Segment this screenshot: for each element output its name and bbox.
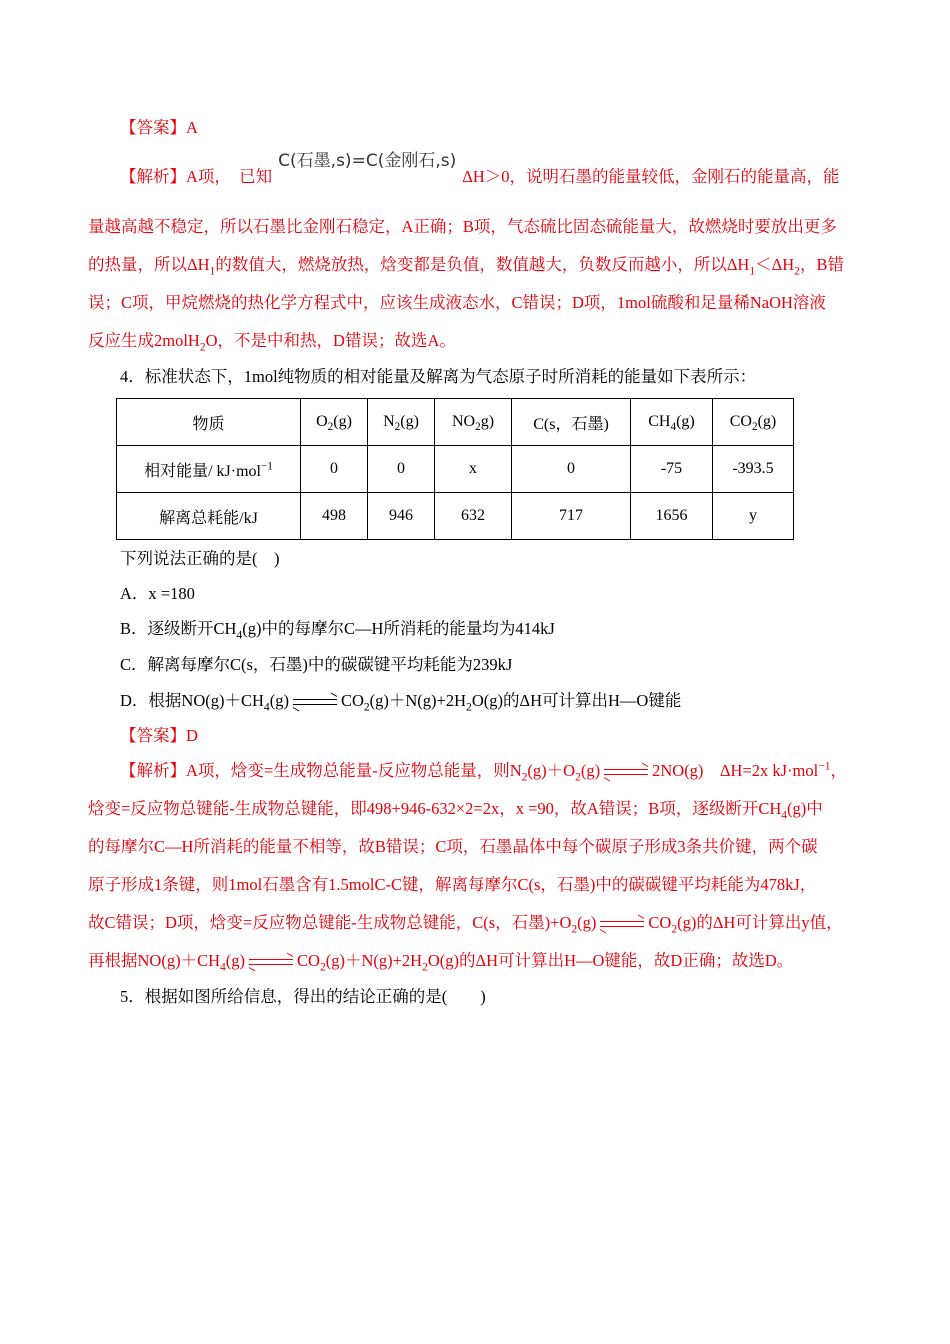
explanation-tag: 【解析】 — [120, 167, 186, 186]
graphite-diamond-formula: C(石墨,s)=C(金刚石,s) — [278, 151, 457, 171]
table-cell: -393.5 — [713, 446, 794, 493]
table-cell: $CO_2(g)$ — [713, 399, 794, 446]
explanation-2-line-5: 故C错误；D项，焓变=反应物总键能-生成物总键能，C(s，石墨)$+O_2(g)$ $CO_2(g)$的ΔH可计算出y值， — [88, 913, 843, 936]
explanation-1-line-5: 反应生成2molH$_2$O，不是中和热，D错误；故选A。 — [88, 331, 456, 354]
explanation-1-line-2: 量越高越不稳定，所以石墨比金刚石稳定，A正确；B项，气态硫比固态硫能量大，故燃烧时要放出更多 — [88, 217, 837, 236]
answer-1 — [120, 117, 198, 139]
table-row — [117, 446, 794, 493]
option-d: D．根据$NO(g)+CH_4(g)$ $CO_2(g)+N(g)+2H_2O(g)$的ΔH可计算出H—O键能 — [120, 691, 682, 714]
answer-value: D — [186, 726, 198, 745]
answer-2 — [120, 725, 198, 747]
question-5-stem: 5．根据如图所给信息，得出的结论正确的是( ) — [120, 987, 486, 1006]
explanation-1-line-1 — [120, 151, 840, 188]
equilibrium-arrow-icon — [600, 919, 644, 929]
table-cell: 1656 — [631, 493, 713, 540]
table-cell: 632 — [435, 493, 512, 540]
explanation-text: A项， 已知 — [186, 167, 273, 186]
option-a: A．x =180 — [120, 584, 195, 603]
explanation-2-line-2: 焓变=反应物总键能-生成物总键能，即498+946-632×2=2x，x =90，故A错误；B项，逐级断开$CH_4(g)$中 — [88, 799, 823, 822]
table-cell: 717 — [512, 493, 631, 540]
table-cell: -75 — [631, 446, 713, 493]
table-cell: 498 — [301, 493, 368, 540]
question-4-prompt: 下列说法正确的是( ) — [120, 549, 280, 568]
answer-tag: 【答案】 — [120, 726, 186, 745]
answer-tag: 【答案】 — [120, 118, 186, 137]
table-cell: $NO_2g$) — [435, 399, 512, 446]
equilibrium-arrow-icon — [249, 957, 293, 967]
table-cell: 0 — [368, 446, 435, 493]
table-row — [117, 399, 794, 446]
explanation-2-line-1: 【解析】A项，焓变=生成物总能量-反应物总能量，则$N_2(g)+O_2(g)$ 2NO(g) ΔH=2x kJ·mol$^{-1}$， — [120, 760, 848, 784]
equilibrium-arrow-icon — [293, 697, 337, 707]
table-cell: 解离总耗能/kJ — [117, 493, 301, 540]
table-row — [117, 493, 794, 540]
equilibrium-arrow-icon — [604, 767, 648, 777]
explanation-2-line-6: 再根据$NO(g)+CH_4(g)$ $CO_2(g)+N(g)+2H_2O(g)$的ΔH可计算出H—O键能，故D正确；故选D。 — [88, 951, 794, 974]
table-cell: 物质 — [117, 399, 301, 446]
explanation-text: ΔH＞0，说明石墨的能量较低，金刚石的能量高，能 — [462, 167, 840, 186]
table-cell: $O_2(g)$ — [301, 399, 368, 446]
table-cell: C(s，石墨) — [512, 399, 631, 446]
option-c: C．解离每摩尔C(s，石墨)中的碳碳键平均耗能为239kJ — [120, 655, 513, 674]
explanation-1-line-3: 的热量，所以$\Delta H_1$的数值大，燃烧放热，焓变都是负值，数值越大，负数反而越小，所以$\Delta H_1<\Delta H_2$，B错 — [88, 255, 844, 278]
option-b: B．逐级断开$CH_4(g)$中的每摩尔C—H所消耗的能量均为414kJ — [120, 619, 555, 642]
explanation-2-line-4: 原子形成1条键，则1mol石墨含有1.5molC-C键，解离每摩尔C(s，石墨)中的碳碳键平均耗能为478kJ， — [88, 875, 817, 894]
explanation-1-line-4: 误；C项，甲烷燃烧的热化学方程式中，应该生成液态水，C错误；D项，1mol硫酸和足量稀NaOH溶液 — [88, 293, 826, 312]
table-cell: $N_2(g)$ — [368, 399, 435, 446]
table-cell: 0 — [301, 446, 368, 493]
table-cell: y — [713, 493, 794, 540]
table-cell: $CH_4(g)$ — [631, 399, 713, 446]
question-4-stem: 4．标准状态下，1mol纯物质的相对能量及解离为气态原子时所消耗的能量如下表所示： — [120, 367, 757, 386]
explanation-2-line-3: 的每摩尔C—H所消耗的能量不相等，故B错误；C项，石墨晶体中每个碳原子形成3条共价键，两个碳 — [88, 837, 818, 856]
table-cell: 相对能量/ kJ·mol$^{-1}$ — [117, 446, 301, 493]
table-cell: x — [435, 446, 512, 493]
answer-value: A — [186, 118, 198, 137]
table-cell: 0 — [512, 446, 631, 493]
table-cell: 946 — [368, 493, 435, 540]
energy-table — [116, 398, 794, 540]
